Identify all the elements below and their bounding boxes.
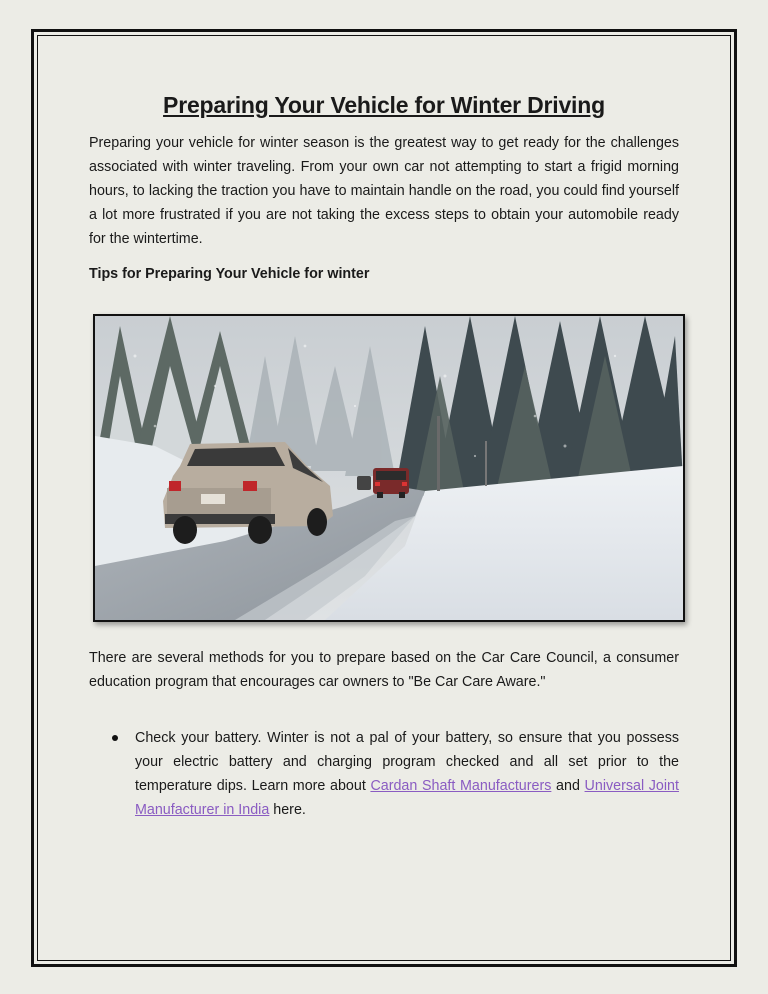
- car-care-paragraph: There are several methods for you to prepare based on the Car Care Council, a consumer education program that encourages car owners to "Be Car Care Aware.": [89, 650, 679, 690]
- document-title: Preparing Your Vehicle for Winter Driving: [163, 92, 605, 118]
- winter-road-photo: [93, 314, 685, 622]
- document-content: [89, 88, 679, 818]
- tips-list: [89, 726, 679, 822]
- bullet-text-after: here.: [269, 802, 306, 818]
- universal-joint-link[interactable]: Universal Joint Manufacturer in India: [135, 778, 679, 818]
- bullet-text-before: Check your battery. Winter is not a pal of your battery, so ensure that you possess your electric battery and charging program checked and all set prior to the temperature dips. Learn more about: [135, 730, 679, 794]
- intro-paragraph: Preparing your vehicle for winter season is the greatest way to get ready for the challenges associated with winter traveling. From your own car not attempting to start a frigid morning hours, to lacking the traction you have to maintain handle on the road, you could find yourself a lot more frustrated if you are not taking the excess steps to obtain your automobile ready for the wintertime.: [89, 135, 679, 247]
- bullet-icon: [112, 735, 118, 741]
- cardan-shaft-link[interactable]: Cardan Shaft Manufacturers: [370, 778, 552, 794]
- list-item: [89, 726, 679, 822]
- winter-road-illustration: [95, 316, 683, 620]
- bullet-text-mid: and: [551, 778, 585, 794]
- tips-subheading: Tips for Preparing Your Vehicle for winter: [89, 266, 370, 282]
